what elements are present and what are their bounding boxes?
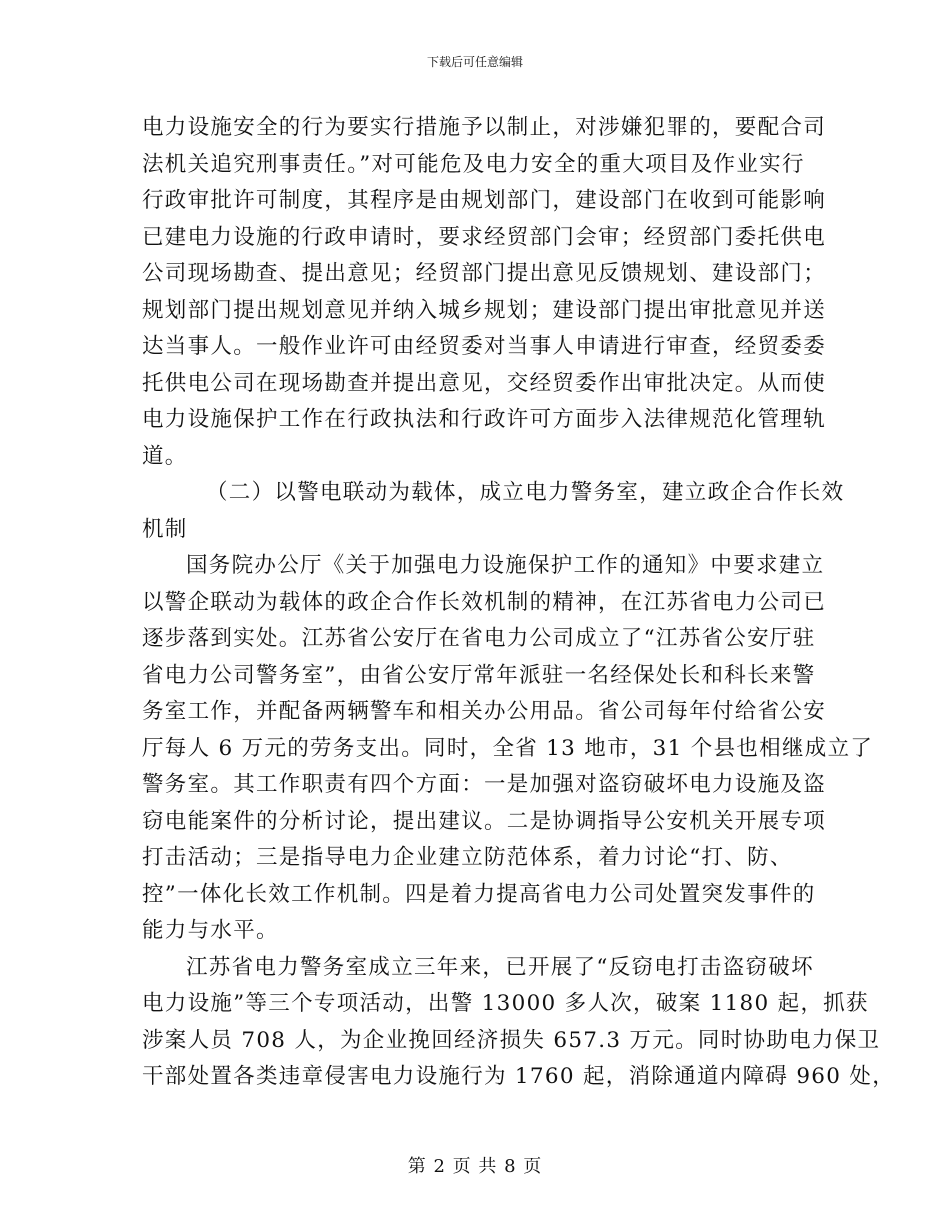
- body-line: 已建电力设施的行政申请时，要求经贸部门会审；经贸部门委托供电: [142, 224, 827, 250]
- body-line: 涉案人员 708 人，为企业挽回经济损失 657.3 万元。同时协助电力保卫: [142, 1027, 881, 1053]
- body-line: 公司现场勘查、提出意见；经贸部门提出意见反馈规划、建设部门；: [142, 261, 827, 286]
- body-line: 厅每人 6 万元的劳务支出。同时，全省 13 地市，31 个县也相继成立了: [142, 735, 874, 761]
- section-heading-continued: 机制: [142, 516, 188, 542]
- body-line: 道。: [142, 443, 188, 469]
- body-line: 法机关追究刑事责任。”对可能危及电力安全的重大项目及作业实行: [142, 151, 805, 177]
- body-line: 干部处置各类违章侵害电力设施行为 1760 起，消除通道内障碍 960 处，: [142, 1064, 895, 1089]
- body-line: 省电力公司警务室”，由省公安厅常年派驻一名经保处长和科长来警: [142, 662, 816, 688]
- paragraph-start-line: 江苏省电力警务室成立三年来，已开展了“反窃电打击盗窃破坏: [186, 954, 814, 980]
- body-line: 电力设施安全的行为要实行措施予以制止，对涉嫌犯罪的，要配合司: [142, 115, 827, 140]
- section-heading: （二）以警电联动为载体，成立电力警务室，建立政企合作长效: [206, 480, 845, 505]
- body-line: 打击活动；三是指导电力企业建立防范体系，着力讨论“打、防、: [142, 845, 793, 870]
- body-line: 警务室。其工作职责有四个方面：一是加强对盗窃破坏电力设施及盗: [142, 772, 827, 797]
- paragraph-start-line: 国务院办公厅《关于加强电力设施保护工作的通知》中要求建立: [186, 553, 825, 578]
- body-line: 以警企联动为载体的政企合作长效机制的精神，在江苏省电力公司已: [142, 589, 827, 615]
- body-line: 托供电公司在现场勘查并提出意见，交经贸委作出审批决定。从而使: [142, 370, 827, 396]
- body-line: 能力与水平。: [142, 918, 279, 943]
- body-line: 电力设施”等三个专项活动，出警 13000 多人次，破案 1180 起，抓获: [142, 991, 869, 1016]
- body-line: 电力设施保护工作在行政执法和行政许可方面步入法律规范化管理轨: [142, 407, 827, 432]
- document-body: [142, 110, 895, 1096]
- body-line: 达当事人。一般作业许可由经贸委对当事人申请进行审查，经贸委委: [142, 334, 827, 359]
- body-line: 逐步落到实处。江苏省公安厅在省电力公司成立了“江苏省公安厅驻: [142, 626, 816, 651]
- page-header: 下载后可任意编辑: [426, 55, 523, 69]
- body-line: 务室工作，并配备两辆警车和相关办公用品。省公司每年付给省公安: [142, 699, 827, 724]
- body-line: 行政审批许可制度，其程序是由规划部门，建设部门在收到可能影响: [142, 188, 827, 213]
- body-line: 规划部门提出规划意见并纳入城乡规划；建设部门提出审批意见并送: [142, 297, 827, 323]
- body-line: 窃电能案件的分析讨论，提出建议。二是协调指导公安机关开展专项: [142, 808, 827, 834]
- body-line: 控”一体化长效工作机制。四是着力提高省电力公司处置突发事件的: [142, 881, 816, 907]
- page-number-footer: 第 2 页 共 8 页: [407, 1156, 543, 1177]
